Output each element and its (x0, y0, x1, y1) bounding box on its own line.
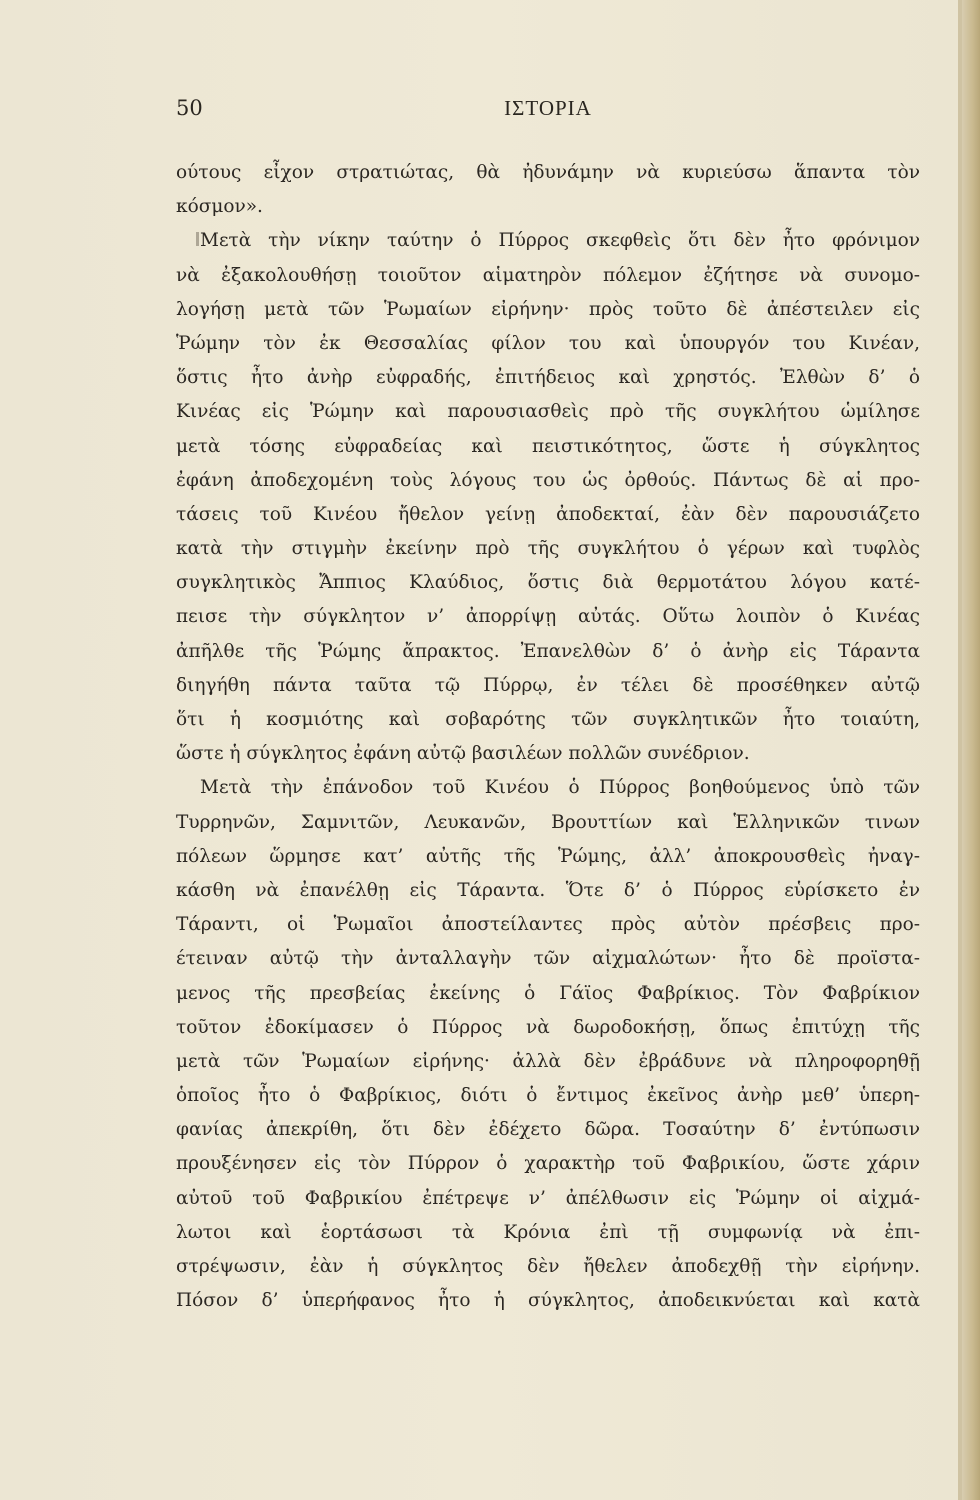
text-line: ἐφάνη ἀποδεχομένη τοὺς λόγους του ὡς ὀρθούς. Πάντως δὲ αἱ προ- (176, 469, 920, 491)
text-line: ὥστε ἡ σύγκλητος ἐφάνη αὐτῷ βασιλέων πολλῶν συνέδριον. (176, 743, 750, 765)
text-line: πεισε τὴν σύγκλητον ν’ ἀπορρίψῃ αὐτάς. Οὕτω λοιπὸν ὁ Κινέας (176, 606, 920, 628)
text-line: λωτοι καὶ ἑορτάσωσι τὰ Κρόνια ἐπὶ τῇ συμφωνίᾳ νὰ ἐπι- (176, 1221, 920, 1243)
text-line: Μετὰ τὴν νίκην ταύτην ὁ Πύρρος σκεφθεὶς ὅτι δὲν ἦτο φρόνιμον (200, 230, 920, 252)
text-line: μετὰ τῶν Ῥωμαίων εἰρήνης· ἀλλὰ δὲν ἐβράδυνε νὰ πληροφορηθῇ (176, 1050, 920, 1072)
body-text (176, 156, 920, 1318)
text-line: ἀπῆλθε τῆς Ῥώμης ἄπρακτος. Ἐπανελθὼν δ’ ὁ ἀνὴρ εἰς Τάραντα (176, 640, 920, 662)
page-header (176, 96, 920, 130)
text-line: φανίας ἀπεκρίθη, ὅτι δὲν ἐδέχετο δῶρα. Τοσαύτην δ’ ἐντύπωσιν (176, 1119, 920, 1141)
page-number: 50 (176, 96, 203, 120)
text-line: ὁποῖος ἦτο ὁ Φαβρίκιος, διότι ὁ ἔντιμος ἐκεῖνος ἀνὴρ μεθ’ ὑπερη- (176, 1085, 920, 1107)
text-line: μετὰ τόσης εὐφραδείας καὶ πειστικότητος, ὥστε ἡ σύγκλητος (176, 435, 920, 457)
text-line: Ῥώμην τὸν ἐκ Θεσσαλίας φίλον του καὶ ὑπουργόν του Κινέαν, (176, 332, 920, 354)
text-line: ούτους εἶχον στρατιώτας, θὰ ἠδυνάμην νὰ κυριεύσω ἅπαντα τὸν (176, 162, 920, 183)
text-line: προυξένησεν εἰς τὸν Πύρρον ὁ χαρακτὴρ τοῦ Φαβρικίου, ὥστε χάριν (176, 1153, 920, 1175)
running-title: ΙΣΤΟΡΙΑ (504, 96, 592, 120)
text-line: Τάραντι, οἱ Ῥωμαῖοι ἀποστείλαντες πρὸς αὐτὸν πρέσβεις προ- (176, 914, 920, 936)
text-line: μενος τῆς πρεσβείας ἐκείνης ὁ Γάϊος Φαβρίκιος. Τὸν Φαβρίκιον (176, 982, 920, 1004)
text-line: νὰ ἐξακολουθήσῃ τοιοῦτον αἱματηρὸν πόλεμον ἐζήτησε νὰ συνομο- (176, 264, 920, 286)
text-line: στρέψωσιν, ἐὰν ἡ σύγκλητος δὲν ἤθελεν ἀποδεχθῇ τὴν εἰρήνην. (176, 1256, 920, 1277)
text-line: Κινέας εἰς Ῥώμην καὶ παρουσιασθεὶς πρὸ τῆς συγκλήτου ὡμίλησε (176, 401, 920, 423)
text-line: Μετὰ τὴν ἐπάνοδον τοῦ Κινέου ὁ Πύρρος βοηθούμενος ὑπὸ τῶν (200, 777, 920, 799)
text-line: έτειναν αὐτῷ τὴν ἀνταλλαγὴν τῶν αἰχμαλώτων· ἦτο δὲ προϊστα- (176, 948, 920, 970)
text-line: συγκλητικὸς Ἄππιος Κλαύδιος, ὅστις διὰ θερμοτάτου λόγου κατέ- (176, 572, 920, 594)
text-line: κάσθη νὰ ἐπανέλθῃ εἰς Τάραντα. Ὅτε δ’ ὁ Πύρρος εὑρίσκετο ἐν (176, 879, 920, 901)
text-line: τοῦτον ἐδοκίμασεν ὁ Πύρρος νὰ δωροδοκήσῃ, ὅπως ἐπιτύχῃ τῆς (176, 1016, 920, 1038)
text-line: ὅστις ἦτο ἀνὴρ εὐφραδής, ἐπιτήδειος καὶ χρηστός. Ἐλθὼν δ’ ὁ (176, 367, 920, 389)
text-line: τάσεις τοῦ Κινέου ἤθελον γείνῃ ἀποδεκταί, ἐὰν δὲν παρουσιάζετο (176, 503, 920, 525)
text-line: διηγήθη πάντα ταῦτα τῷ Πύρρῳ, ἐν τέλει δὲ προσέθηκεν αὐτῷ (176, 674, 920, 696)
text-line: αὐτοῦ τοῦ Φαβρικίου ἐπέτρεψε ν’ ἀπέλθωσιν εἰς Ῥώμην οἱ αἰχμά- (176, 1187, 920, 1209)
page-edge (962, 0, 980, 1500)
text-line: ὅτι ἡ κοσμιότης καὶ σοβαρότης τῶν συγκλητικῶν ἦτο τοιαύτη, (176, 709, 920, 730)
text-line: Πόσον δ’ ὑπερήφανος ἦτο ἡ σύγκλητος, ἀποδεικνύεται καὶ κατὰ (176, 1290, 920, 1312)
text-line: πόλεων ὥρμησε κατ’ αὐτῆς τῆς Ῥώμης, ἀλλ’ ἀποκρουσθεὶς ἠναγ- (176, 845, 920, 867)
text-line: κόσμον». (176, 196, 263, 218)
text-line: Τυρρηνῶν, Σαμνιτῶν, Λευκανῶν, Βρουττίων καὶ Ἑλληνικῶν τινων (176, 811, 920, 833)
text-line: κατὰ τὴν στιγμὴν ἐκείνην πρὸ τῆς συγκλήτου ὁ γέρων καὶ τυφλὸς (176, 538, 920, 560)
text-line: λογήσῃ μετὰ τῶν Ῥωμαίων εἰρήνην· πρὸς τοῦτο δὲ ἀπέστειλεν εἰς (176, 298, 920, 320)
